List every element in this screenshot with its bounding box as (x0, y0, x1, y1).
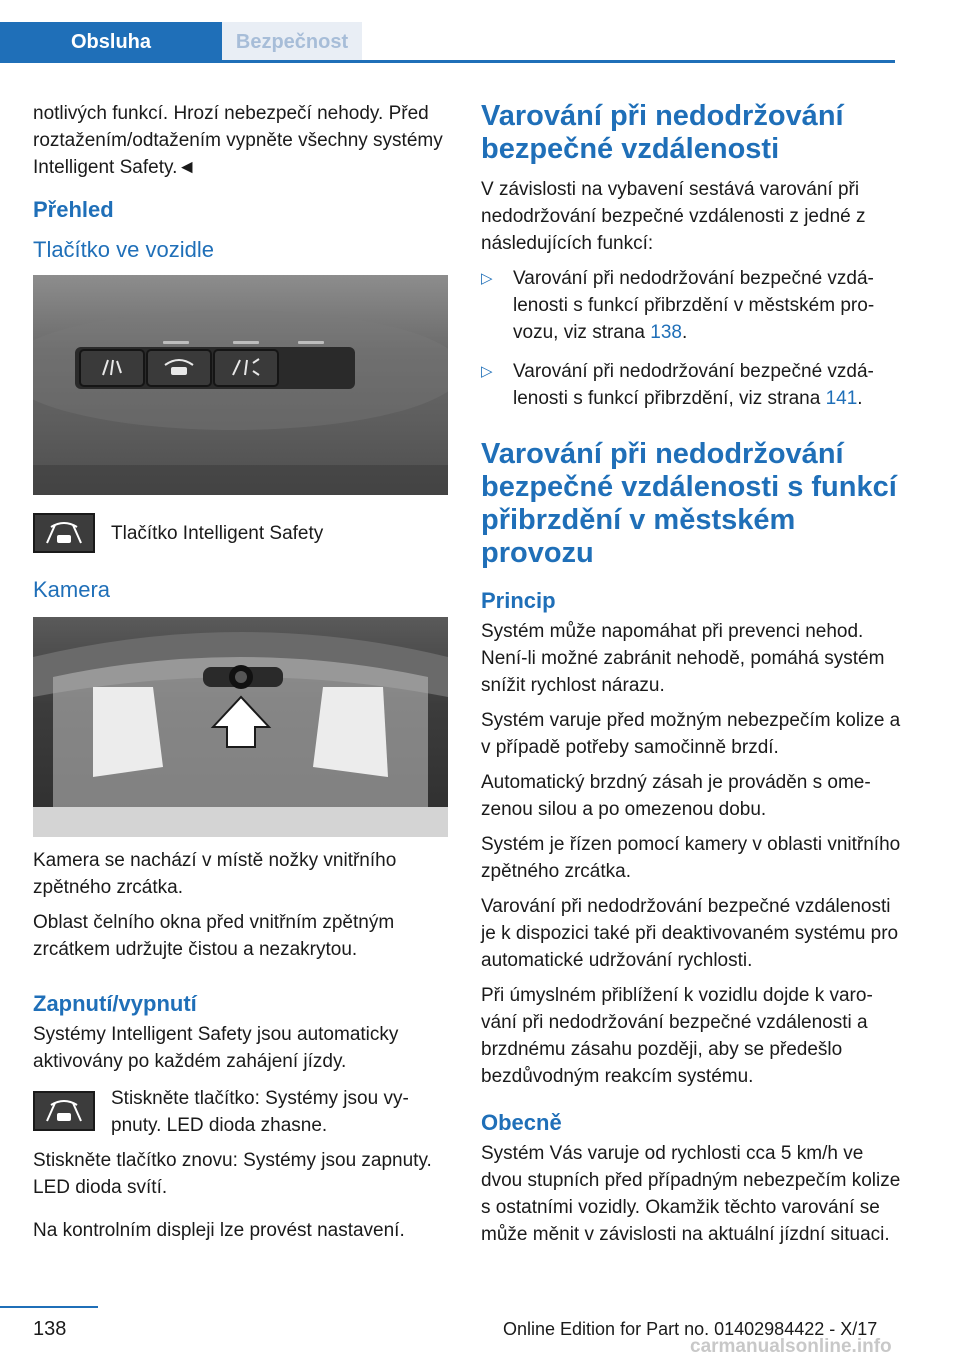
intelligent-safety-button-icon (33, 513, 95, 553)
right-column (481, 100, 901, 1256)
camera-photo (33, 617, 448, 837)
list-item: ▷ Varování při nedodržování bezpečné vzdálenosti s funkcí přibrzdění v městském provozu, viz strana 138. (481, 265, 901, 346)
tab-obsluha[interactable]: Obsluha (0, 22, 222, 60)
settings-text: Na kontrolním displeji lze provést nastavení. (33, 1220, 405, 1241)
intelligent-safety-button-icon (33, 1091, 95, 1131)
list-item-text: Varování při nedodržování bezpečné vzdálenosti s funkcí přibrzdění v městském provozu, viz strana (513, 268, 875, 343)
tab-bezpecnost[interactable]: Bezpečnost (222, 22, 362, 60)
press-on-text: Stiskněte tlačítko znovu: Systémy jsou zapnuty. LED dioda svítí. (33, 1150, 432, 1198)
list-item-text: Varování při nedodržování bezpečné vzdálenosti s funkcí přibrzdění, viz strana (513, 361, 874, 409)
page-number: 138 (33, 1318, 67, 1340)
press-button-row (33, 1085, 448, 1139)
page-link[interactable]: 141 (825, 388, 858, 409)
onoff-auto-text: Systémy Intelligent Safety jsou automaticky aktivovány po každém zahájení jízdy. (33, 1024, 399, 1072)
princip-text: Systém je řízen pomocí kamery v oblasti vnitřního zpětného zrcátka. (481, 834, 901, 882)
triangle-bullet-icon: ▷ (481, 270, 493, 287)
intro-text: notlivých funkcí. Hrozí nebezpečí nehody. Před roztažením/odtažením vypněte všechny systémy Intelligent Safety.◄ (33, 103, 443, 178)
camera-heading: Kamera (33, 577, 111, 602)
distance-warning-heading: Varování při nedodržování bezpečné vzdálenosti (481, 100, 844, 165)
watermark-text: carmanualsonline.info (690, 1336, 892, 1357)
princip-text: Systém varuje před možným nebezpečím kolize a v případě potřeby samočinně brzdí. (481, 710, 901, 758)
button-heading: Tlačítko ve vozidle (33, 237, 214, 262)
page-link[interactable]: 138 (650, 322, 682, 343)
footer-rule (0, 1306, 98, 1308)
city-brake-heading: Varování při nedodržování bezpečné vzdálenosti s funkcí přibrzdění v městském provozu (481, 438, 897, 569)
list-item: ▷ Varování při nedodržování bezpečné vzdálenosti s funkcí přibrzdění, viz strana 141. (481, 358, 901, 412)
princip-text: Varování při nedodržování bezpečné vzdálenosti je k dispozici také při deaktivovaném systému pro automatické udržování rychlosti. (481, 896, 899, 971)
princip-text: Při úmyslném přiblížení k vozidlu dojde k varování při nedodržování bezpečné vzdálenosti a brzdnému zásahu později, aby se předešlo bezdůvodným reakcím systému. (481, 985, 873, 1087)
distance-warning-intro: V závislosti na vybavení sestává varování při nedodržování bezpečné vzdálenosti z jedné z následujících funkcí: (481, 179, 866, 254)
overview-heading: Přehled (33, 197, 114, 222)
button-panel-photo (33, 275, 448, 495)
obecne-heading: Obecně (481, 1110, 562, 1135)
camera-illustration (33, 617, 448, 837)
camera-location-text: Kamera se nachází v místě nožky vnitřního zpětného zrcátka. (33, 850, 397, 898)
tab-underline (0, 60, 895, 63)
princip-heading: Princip (481, 588, 556, 613)
camera-clean-text: Oblast čelního okna před vnitřním zpětným zrcátkem udržujte čistou a nezakrytou. (33, 912, 395, 960)
triangle-bullet-icon: ▷ (481, 363, 493, 380)
chapter-tabs (0, 22, 895, 62)
obecne-text: Systém Vás varuje od rychlosti cca 5 km/h ve dvou stupních před případným nebezpečím kolize s ostatními vozidly. Okamžik těchto varování se může měnit v závislosti na aktuální jízdní situaci. (481, 1143, 901, 1245)
press-off-text: Stiskněte tlačítko: Systémy jsou vypnuty. LED dioda zhasne. (111, 1088, 409, 1136)
button-caption: Tlačítko Intelligent Safety (111, 522, 324, 544)
button-panel-illustration (33, 275, 448, 495)
princip-text: Automatický brzdný zásah je prováděn s omezenou silou a po omezenou dobu. (481, 772, 871, 820)
left-column (33, 100, 448, 1252)
onoff-heading: Zapnutí/vypnutí (33, 991, 197, 1016)
button-caption-row (33, 513, 448, 553)
function-list (481, 265, 901, 412)
edition-text: Online Edition for Part no. 01402984422 - X/17 (503, 1319, 878, 1339)
princip-text: Systém může napomáhat při prevenci nehod. Není-li možné zabránit nehodě, pomáhá systém snížit rychlost nárazu. (481, 621, 885, 696)
